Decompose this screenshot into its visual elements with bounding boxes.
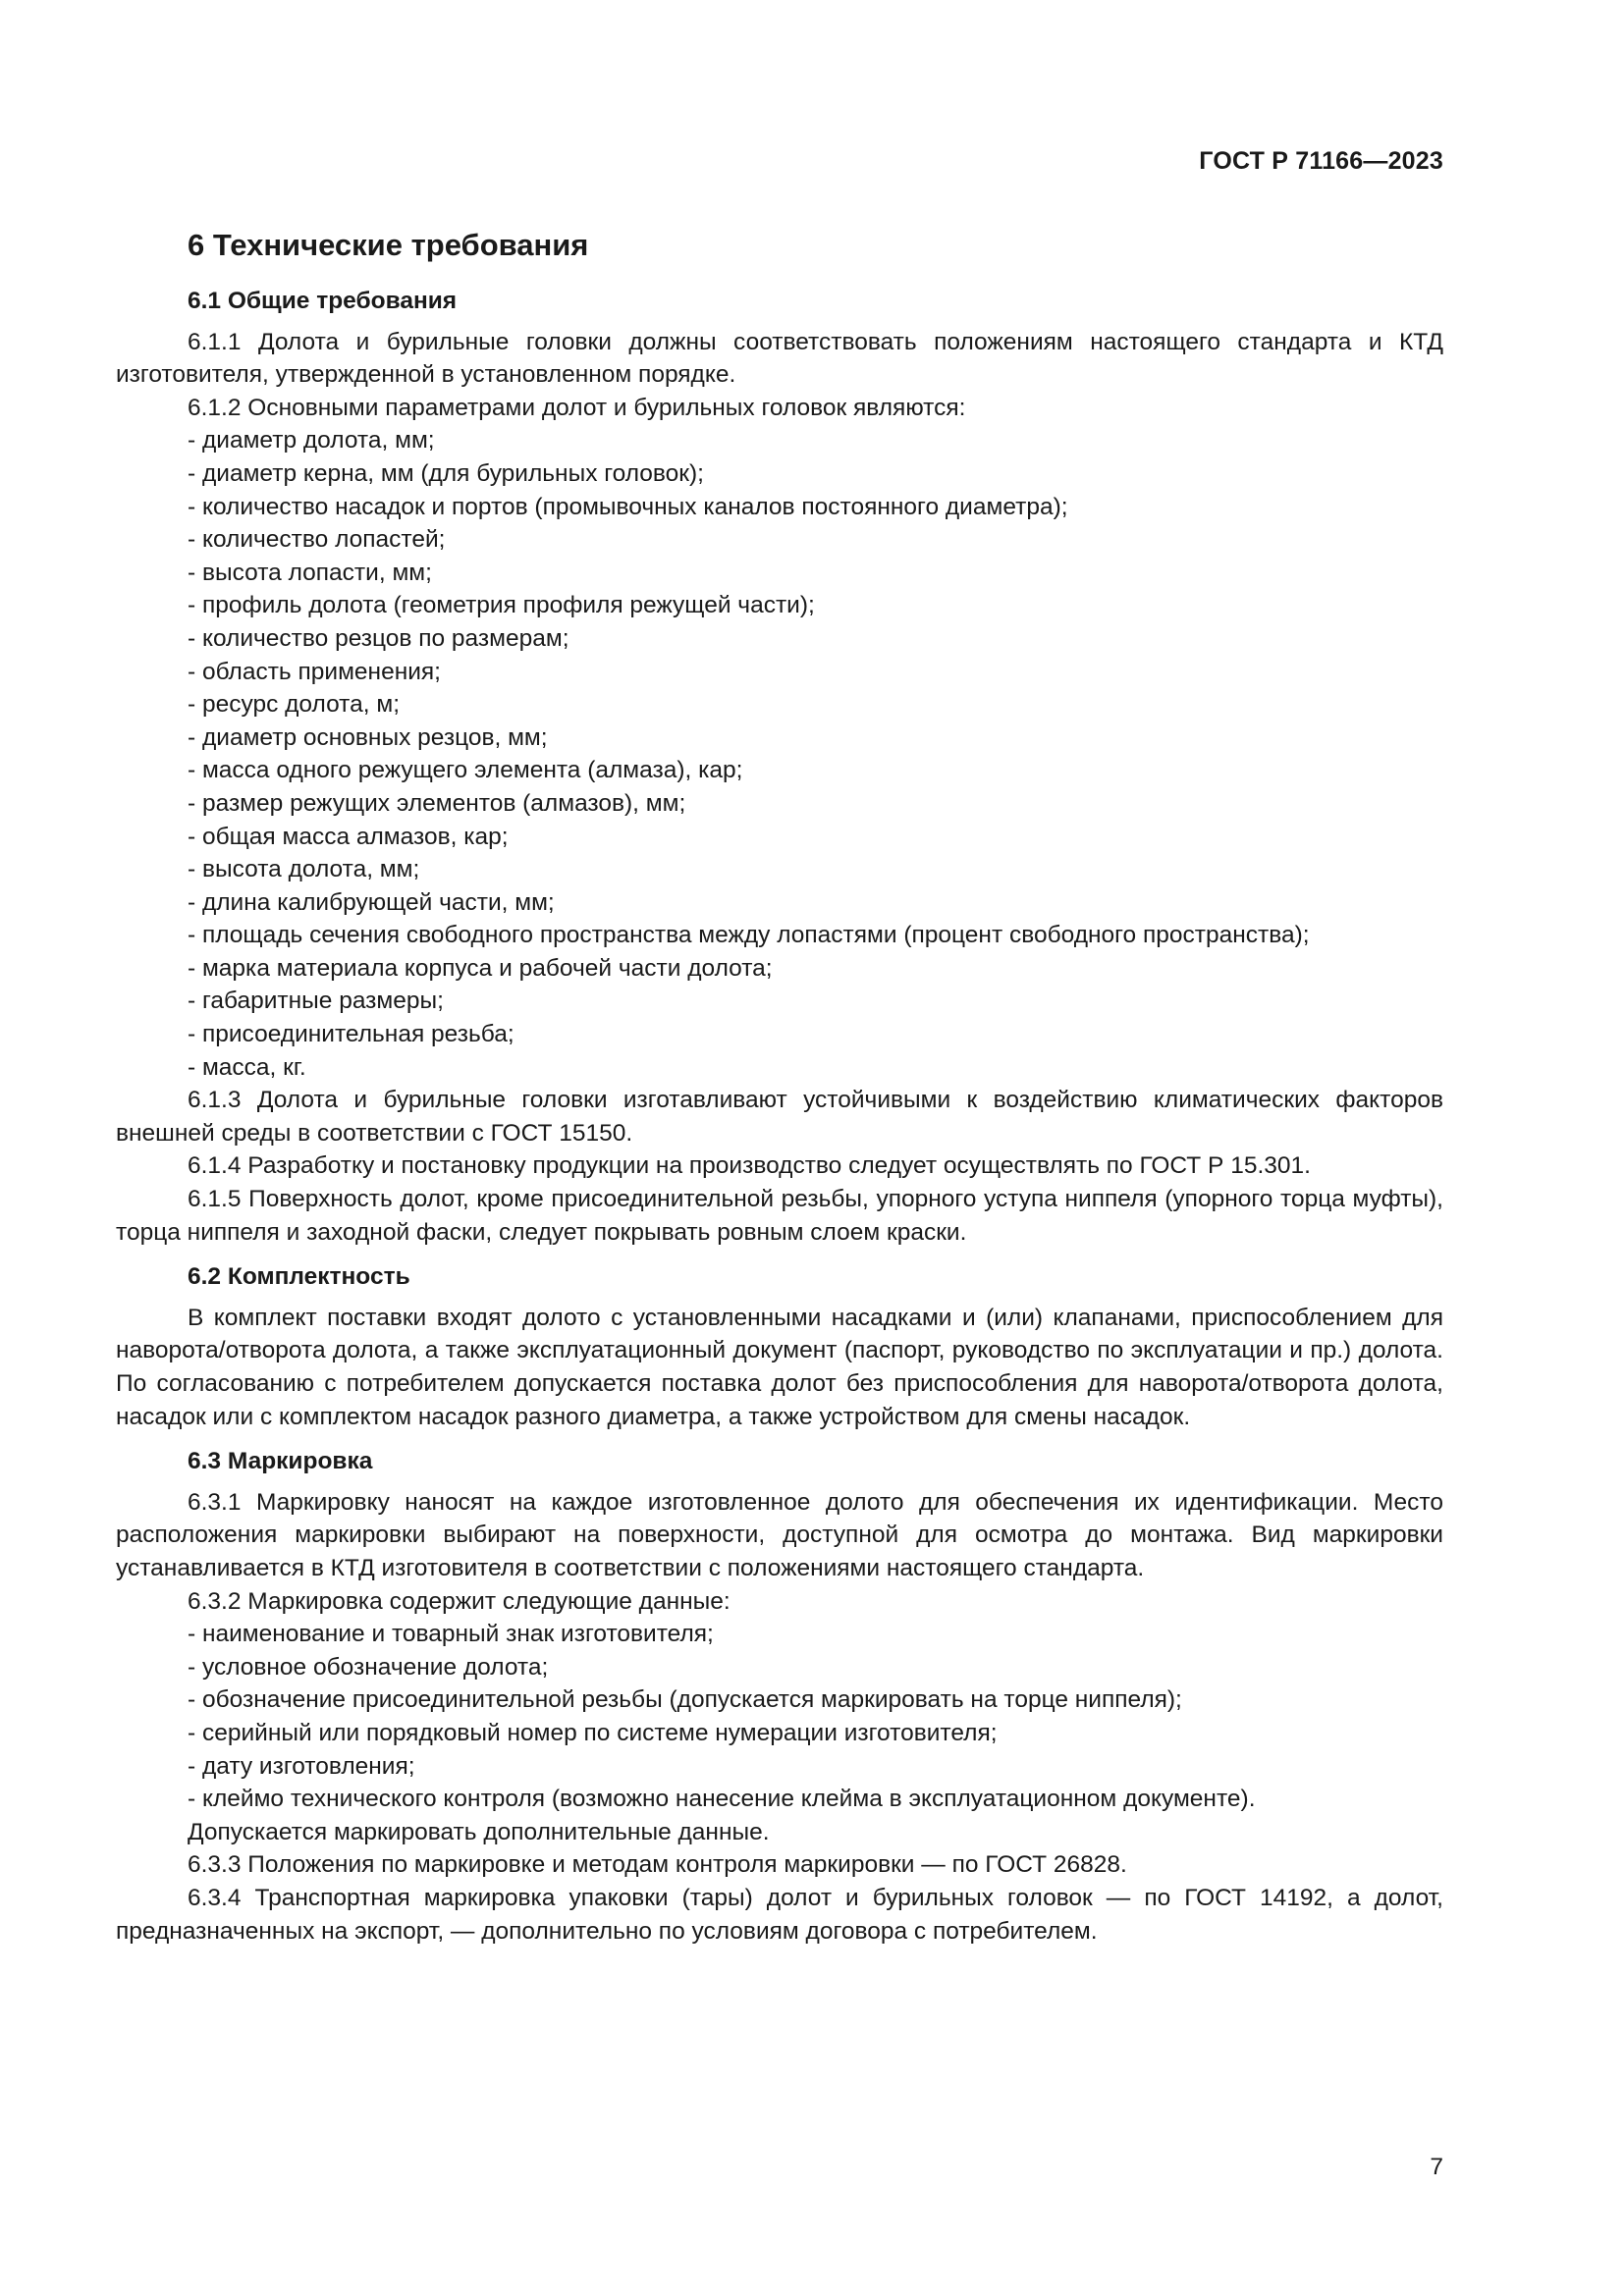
- list-item: - длина калибрующей части, мм;: [188, 888, 555, 916]
- page-number: 7: [1430, 2154, 1443, 2180]
- paragraph-6-1-3: 6.1.3 Долота и бурильные головки изготавливают устойчивыми к воздействию климатических факторов внешней среды в соответствии с ГОСТ 15150.: [116, 1087, 1443, 1147]
- list-item: - диаметр основных резцов, мм;: [188, 723, 548, 751]
- page-content: [116, 224, 1443, 1948]
- list-item: - высота долота, мм;: [188, 856, 420, 883]
- list-item: - общая масса алмазов, кар;: [188, 823, 509, 850]
- list-item: - количество резцов по размерам;: [188, 624, 569, 652]
- list-item: - габаритные размеры;: [188, 988, 444, 1015]
- list-item: - высота лопасти, мм;: [188, 559, 432, 586]
- paragraph-6-2: В комплект поставки входят долото с установленными насадками и (или) клапанами, приспособлением для наворота/отворота долота, а также эксплуатационный документ (паспорт, руководство по эксплуатации и пр.) долота. По согласованию с потребителем допускается поставка долот без приспособления для наворота/отворота долота, насадок или с комплектом насадок разного диаметра, а также устройством для смены насадок.: [116, 1304, 1443, 1430]
- paragraph-additional-data: Допускается маркировать дополнительные данные.: [188, 1818, 770, 1845]
- marking-list: [116, 1618, 1443, 1816]
- list-item: - диаметр долота, мм;: [188, 427, 435, 454]
- paragraph-6-1-1: 6.1.1 Долота и бурильные головки должны соответствовать положениям настоящего стандарта и КТД изготовителя, утвержденной в установленном порядке.: [116, 328, 1443, 389]
- paragraph-6-1-5: 6.1.5 Поверхность долот, кроме присоединительной резьбы, упорного уступа ниппеля (упорного торца муфты), торца ниппеля и заходной фаски, следует покрывать ровным слоем краски.: [116, 1186, 1443, 1246]
- list-item: - масса одного режущего элемента (алмаза), кар;: [188, 757, 743, 784]
- list-item: - присоединительная резьба;: [188, 1021, 514, 1048]
- list-item: - обозначение присоединительной резьбы (допускается маркировать на торце ниппеля);: [188, 1686, 1182, 1714]
- section-6-3-title: 6.3 Маркировка: [188, 1448, 373, 1475]
- list-item: - дату изготовления;: [188, 1752, 415, 1780]
- paragraph-6-1-4: 6.1.4 Разработку и постановку продукции на производство следует осуществлять по ГОСТ Р 15.301.: [188, 1152, 1311, 1180]
- list-item: - условное обозначение долота;: [188, 1653, 549, 1681]
- list-item: - марка материала корпуса и рабочей части долота;: [188, 954, 773, 982]
- list-item: - наименование и товарный знак изготовителя;: [188, 1621, 714, 1648]
- paragraph-6-3-3: 6.3.3 Положения по маркировке и методам контроля маркировки — по ГОСТ 26828.: [188, 1851, 1127, 1879]
- list-item: - клеймо технического контроля (возможно нанесение клейма в эксплуатационном документе).: [188, 1786, 1256, 1813]
- section-6-1-title: 6.1 Общие требования: [188, 288, 458, 314]
- section-6-2-title: 6.2 Комплектность: [188, 1263, 410, 1291]
- list-item: - количество лопастей;: [188, 526, 446, 554]
- document-code: ГОСТ Р 71166—2023: [1199, 147, 1443, 175]
- parameters-list: [116, 424, 1443, 1084]
- list-item: - размер режущих элементов (алмазов), мм;: [188, 789, 686, 817]
- paragraph-6-3-2: 6.3.2 Маркировка содержит следующие данные:: [188, 1587, 731, 1615]
- list-item: - область применения;: [188, 658, 441, 685]
- list-item: - профиль долота (геометрия профиля режущей части);: [188, 592, 815, 619]
- list-item: - площадь сечения свободного пространства между лопастями (процент свободного пространства);: [188, 922, 1310, 949]
- paragraph-6-3-1: 6.3.1 Маркировку наносят на каждое изготовленное долото для обеспечения их идентификации. Место расположения маркировки выбирают на поверхности, доступной для осмотра до монтажа. Вид маркировки устанавливается в КТД изготовителя в соответствии с положениями настоящего стандарта.: [116, 1488, 1443, 1581]
- list-item: - диаметр керна, мм (для бурильных головок);: [188, 459, 704, 487]
- section-6-title: 6 Технические требования: [188, 228, 589, 262]
- list-item: - масса, кг.: [188, 1053, 306, 1081]
- list-item: - серийный или порядковый номер по системе нумерации изготовителя;: [188, 1719, 998, 1746]
- list-item: - ресурс долота, м;: [188, 691, 401, 719]
- list-item: - количество насадок и портов (промывочных каналов постоянного диаметра);: [188, 493, 1068, 520]
- paragraph-6-1-2: 6.1.2 Основными параметрами долот и бурильных головок являются:: [188, 394, 966, 421]
- paragraph-6-3-4: 6.3.4 Транспортная маркировка упаковки (тары) долот и бурильных головок — по ГОСТ 14192, а долот, предназначенных на экспорт, — дополнительно по условиям договора с потребителем.: [116, 1884, 1443, 1945]
